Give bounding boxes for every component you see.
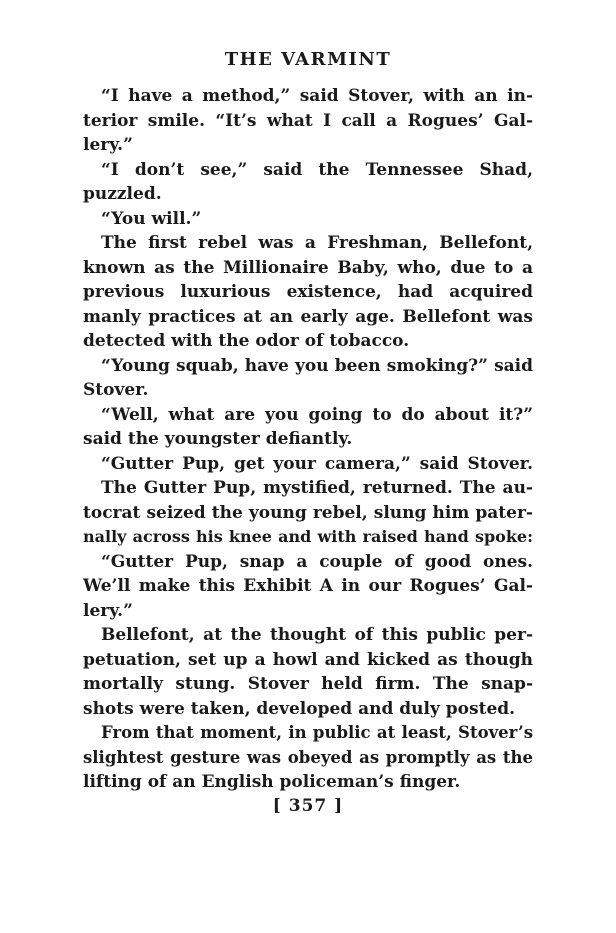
- text-line: lifting of an English policeman’s finger.: [83, 772, 461, 792]
- text-line: “Gutter Pup, snap a couple of good ones.: [101, 551, 533, 572]
- text-line: mortally stung. Stover held firm. The snap-: [83, 674, 533, 694]
- text-line: “I have a method,” said Stover, with an in-: [101, 86, 533, 106]
- text-line: lery.”: [83, 135, 133, 155]
- text-line: Stover.: [83, 380, 149, 400]
- text-line: “Gutter Pup, get your camera,” said Stover.: [101, 453, 533, 474]
- text-line: puzzled.: [83, 184, 162, 204]
- text-line: The Gutter Pup, mystified, returned. The au-: [101, 478, 533, 498]
- text-line: known as the Millionaire Baby, who, due to a: [83, 257, 533, 278]
- text-line: “Well, what are you going to do about it?”: [101, 404, 533, 425]
- text-line: “I don’t see,” said the Tennessee Shad,: [101, 159, 533, 180]
- text-line: Bellefont, at the thought of this public per-: [101, 625, 533, 645]
- running-head: THE VARMINT: [224, 49, 392, 70]
- text-line: “You will.”: [101, 208, 202, 229]
- body-text: [83, 84, 533, 795]
- text-line: slightest gesture was obeyed as promptly as the: [83, 747, 533, 767]
- text-line: said the youngster defiantly.: [83, 429, 353, 449]
- text-line: nally across his knee and with raised hand spoke:: [83, 527, 533, 546]
- text-line: manly practices at an early age. Bellefont was: [83, 306, 533, 327]
- text-line: terior smile. “It’s what I call a Rogues’ Gal-: [83, 110, 533, 131]
- text-line: previous luxurious existence, had acquired: [83, 282, 533, 302]
- text-line: tocrat seized the young rebel, slung him pater-: [83, 502, 533, 523]
- text-line: We’ll make this Exhibit A in our Rogues’ Gal-: [83, 576, 533, 596]
- text-line: detected with the odor of tobacco.: [83, 331, 410, 351]
- text-line: shots were taken, developed and duly posted.: [83, 698, 516, 719]
- text-line: lery.”: [83, 600, 133, 621]
- text-line: The first rebel was a Freshman, Bellefont,: [101, 233, 533, 253]
- text-line: petuation, set up a howl and kicked as though: [83, 649, 533, 670]
- page-number: [ 357 ]: [272, 796, 344, 816]
- text-line: From that moment, in public at least, Stover’s: [101, 723, 533, 742]
- text-line: “Young squab, have you been smoking?” said: [101, 355, 533, 376]
